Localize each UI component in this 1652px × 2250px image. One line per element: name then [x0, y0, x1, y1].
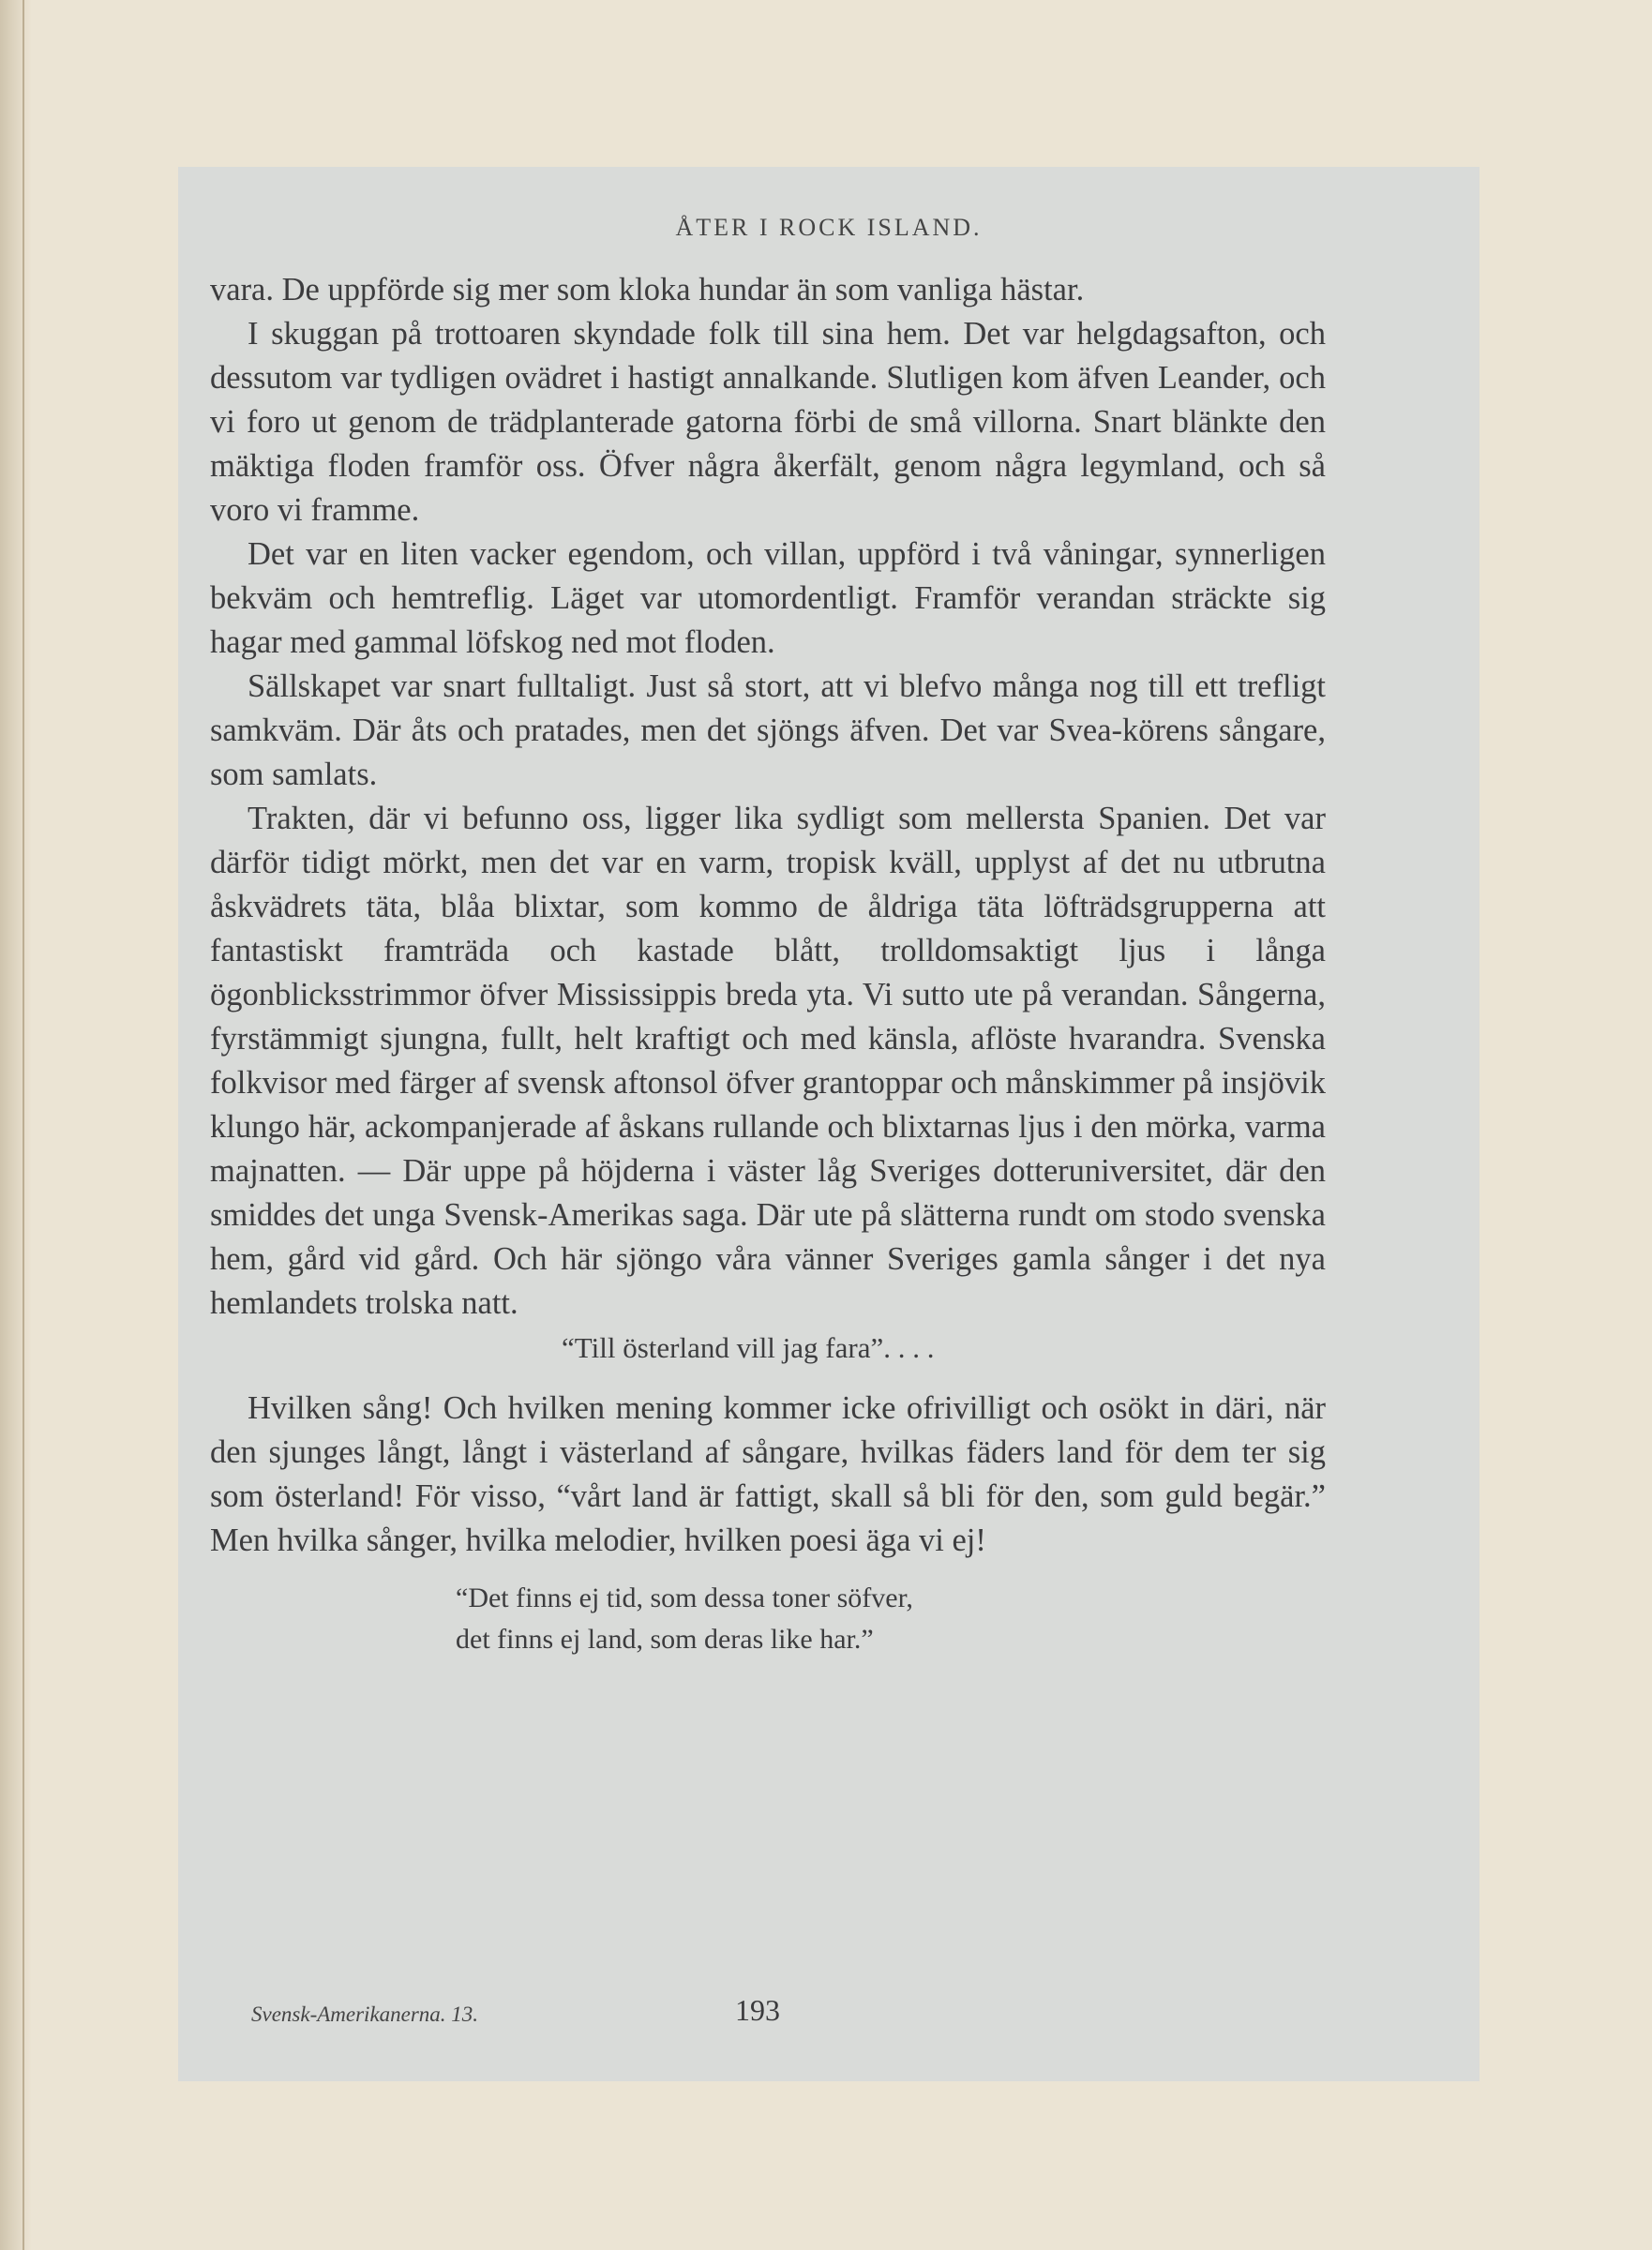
binding-line — [23, 0, 24, 2250]
paragraph-6: Hvilken sång! Och hvilken mening kommer icke ofrivilligt och osökt in däri, när den sjunges långt, långt i västerland af sångare, hvilkas fäders land för dem ter sig som österland! För visso, “vårt land är fattigt, skall så bli för den, som guld begär.” Men hvilka sånger, hvilka melodier, hvilken poesi äga vi ej! — [210, 1390, 1326, 1558]
paragraph-2: I skuggan på trottoaren skyndade folk till sina hem. Det var helgdagsafton, och dessutom var tydligen ovädret i hastigt annalkande. Slutligen kom äfven Leander, och vi foro ut genom de trädplanterade gatorna förbi de små villorna. Snart blänkte den mäktiga floden framför oss. Öfver några åkerfält, genom några legymland, och så voro vi framme. — [210, 316, 1326, 528]
binding-edge — [0, 0, 32, 2250]
verse-line-1: “Det finns ej tid, som dessa toner söfver, — [456, 1582, 913, 1613]
book-page — [178, 167, 1479, 2081]
page-number: 193 — [735, 1993, 780, 2027]
paragraph-4: Sällskapet var snart fulltaligt. Just så stort, att vi blefvo många nog till ett trefligt samkväm. Där åts och pratades, men det sjöngs äfven. Det var Svea-körens sångare, som samlats. — [210, 668, 1326, 792]
paragraph-3: Det var en liten vacker egendom, och villan, uppförd i två våningar, synnerligen bekväm och hemtreflig. Läget var utomordentligt. Framför verandan sträckte sig hagar med gammal löfskog ned mot floden. — [210, 536, 1326, 660]
verse-line-2: det finns ej land, som deras like har.” — [456, 1624, 874, 1655]
song-quote: “Till österland vill jag fara”. . . . — [562, 1331, 935, 1364]
verse-block — [210, 1578, 1326, 1660]
running-header: ÅTER I ROCK ISLAND. — [675, 214, 983, 241]
page-footer — [251, 1993, 1095, 2040]
signature-mark: Svensk-Amerikanerna. 13. — [251, 2002, 479, 2026]
paragraph-5: Trakten, där vi befunno oss, ligger lika sydligt som mellersta Spanien. Det var därför tidigt mörkt, men det var en varm, tropisk kväll, upplyst af det nu utbrutna åskvädrets täta, blåa blixtar, som kommo de åldriga täta löfträdsgrupperna att fantastiskt framträda och kastade blått, trolldomsaktigt ljus i långa ögonblicksstrimmor öfver Mississippis breda yta. Vi sutto ute på verandan. Sångerna, fyrstämmigt sjungna, fullt, helt kraftigt och med känsla, aflöste hvarandra. Svenska folkvisor med färger af svensk aftonsol öfver grantoppar och månskimmer på insjövik klungo här, ackompanjerade af åskans rullande och blixtarnas ljus i den mörka, varma majnatten. — Där uppe på höjderna i väster låg Sveriges dotteruniversitet, där den smiddes det unga Svensk-Amerikas saga. Där ute på slätterna rundt om stodo svenska hem, gård vid gård. Och här sjöngo våra vänner Sveriges gamla sånger i det nya hemlandets trolska natt. — [210, 801, 1326, 1321]
page-body — [210, 268, 1326, 1660]
paragraph-1: vara. De uppförde sig mer som kloka hundar än som vanliga hästar. — [210, 272, 1085, 308]
spacer — [210, 1370, 1326, 1387]
